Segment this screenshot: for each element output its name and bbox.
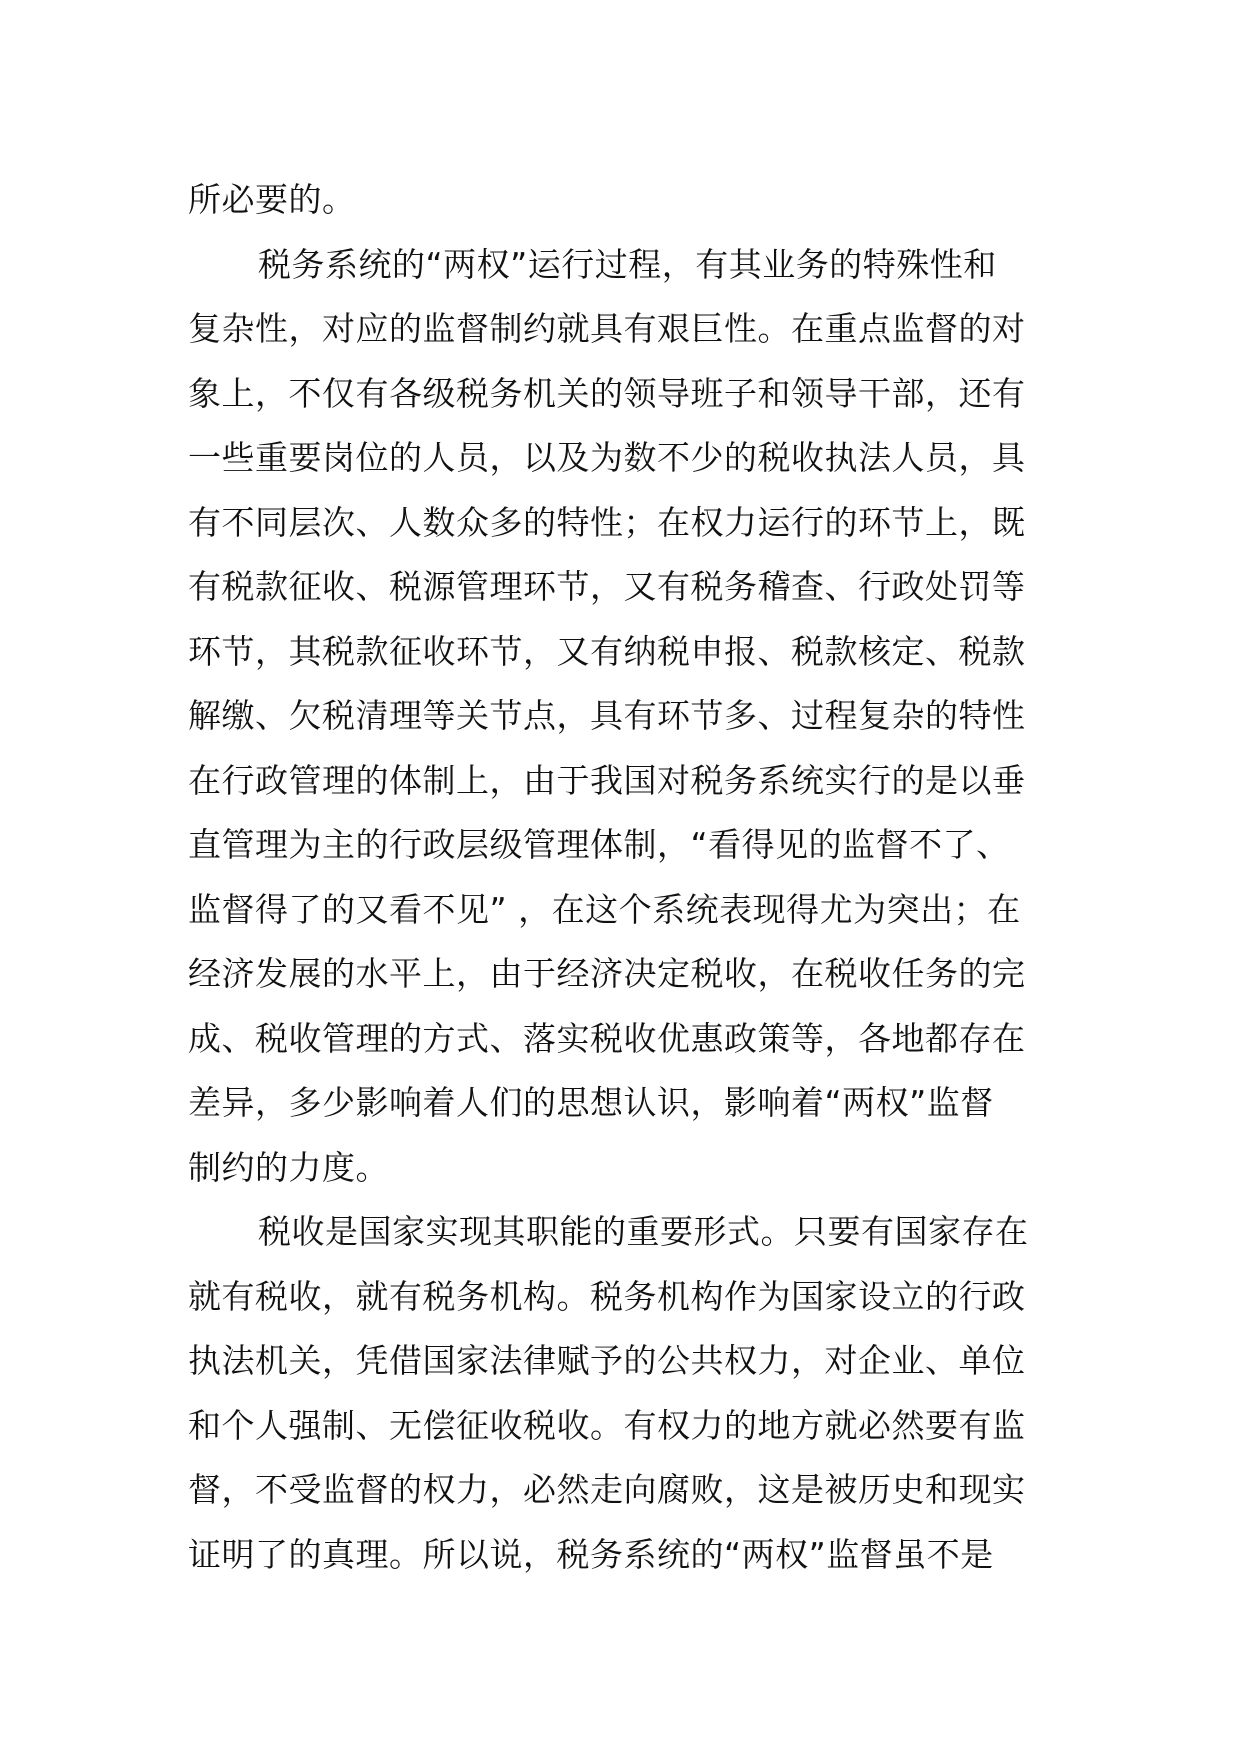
text-line: 差异，多少影响着人们的思想认识，影响着“两权”监督 bbox=[188, 1083, 994, 1122]
text-line: 所必要的。 bbox=[188, 180, 356, 219]
text-line: 成、税收管理的方式、落实税收优惠政策等，各地都存在 bbox=[188, 1018, 1026, 1058]
paragraph-first-line: 税务系统的“两权”运行过程，有其业务的特殊性和 bbox=[258, 244, 997, 284]
text-line: 经济发展的水平上，由于经济决定税收，在税收任务的完 bbox=[188, 954, 1026, 993]
text-line: 复杂性，对应的监督制约就具有艰巨性。在重点监督的对 bbox=[188, 309, 1026, 348]
paragraph-first-line: 税收是国家实现其职能的重要形式。只要有国家存在 bbox=[258, 1212, 1029, 1251]
text-line: 有不同层次、人数众多的特性；在权力运行的环节上，既 bbox=[188, 502, 1026, 542]
text-line: 解缴、欠税清理等关节点，具有环节多、过程复杂的特性 bbox=[188, 696, 1026, 735]
text-line: 环节，其税款征收环节，又有纳税申报、税款核定、税款 bbox=[188, 631, 1026, 671]
text-line: 就有税收，就有税务机构。税务机构作为国家设立的行政 bbox=[188, 1276, 1026, 1316]
text-line: 督，不受监督的权力，必然走向腐败，这是被历史和现实 bbox=[188, 1470, 1026, 1509]
text-line: 证明了的真理。所以说，税务系统的“两权”监督虽不是 bbox=[188, 1534, 994, 1574]
text-line: 有税款征收、税源管理环节，又有税务稽查、行政处罚等 bbox=[188, 567, 1026, 606]
text-line: 和个人强制、无偿征收税收。有权力的地方就必然要有监 bbox=[188, 1405, 1026, 1445]
text-line: 一些重要岗位的人员，以及为数不少的税收执法人员，具 bbox=[188, 438, 1026, 477]
text-line: 象上，不仅有各级税务机关的领导班子和领导干部，还有 bbox=[188, 373, 1026, 413]
text-line: 在行政管理的体制上，由于我国对税务系统实行的是以垂 bbox=[188, 760, 1026, 800]
text-line: 制约的力度。 bbox=[188, 1147, 389, 1187]
text-line: 执法机关，凭借国家法律赋予的公共权力，对企业、单位 bbox=[188, 1341, 1026, 1380]
text-line: 直管理为主的行政层级管理体制，“看得见的监督不了、 bbox=[188, 825, 1010, 864]
text-line: 监督得了的又看不见” ，在这个系统表现得尤为突出；在 bbox=[188, 889, 1021, 929]
document-body-text bbox=[188, 168, 1058, 1587]
